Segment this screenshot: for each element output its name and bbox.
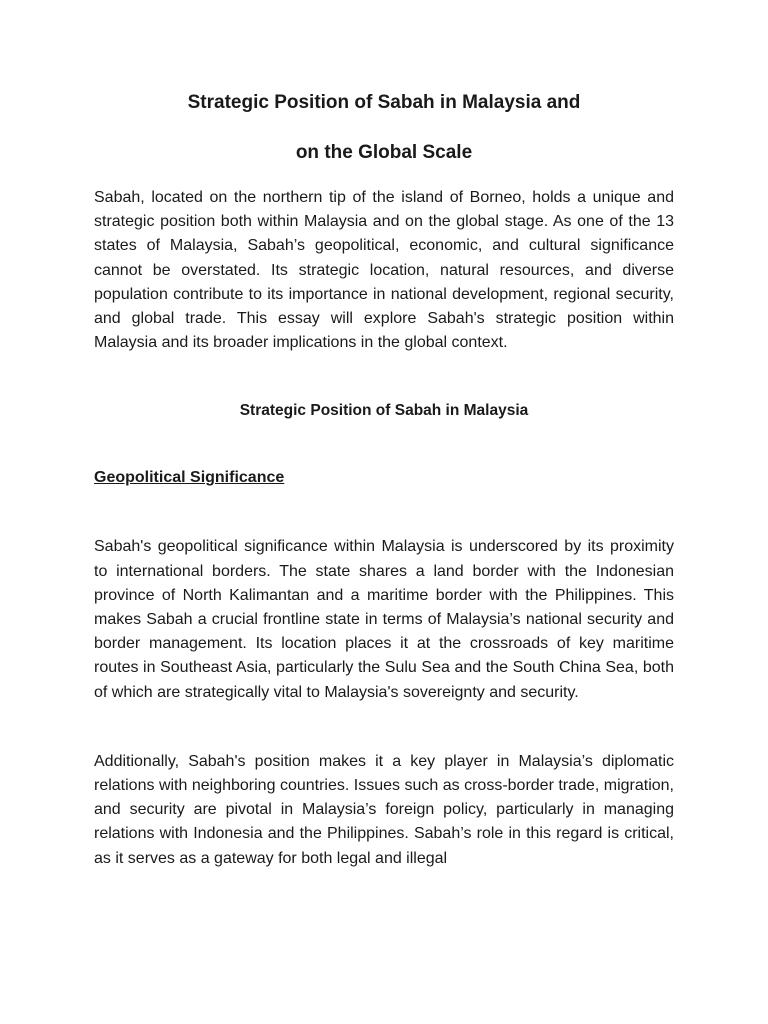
section-subheading: Strategic Position of Sabah in Malaysia [239,402,529,420]
document-page [94,0,674,871]
body-paragraph-2: Additionally, Sabah's position makes it a key player in Malaysia’s diplomatic relations with neighboring countries. Issues such as cross-border trade, migration, and security are pivotal in Malaysia’s foreign policy, particularly in managing relations with Indonesia and the Philippines. Sabah’s role in this regard is critical, as it serves as a gateway for both legal and illegal [94,752,674,867]
body-paragraph-1: Sabah's geopolitical significance within Malaysia is underscored by its proximity to international borders. The state shares a land border with the Indonesian province of North Kalimantan and a maritime border with the Philippines. This makes Sabah a crucial frontline state in terms of Malaysia’s national security and border management. Its location places it at the crossroads of key maritime routes in Southeast Asia, particularly the Sulu Sea and the South China Sea, both of which are strategically vital to Malaysia's sovereignty and security. [94,538,674,701]
document-title-line-1: Strategic Position of Sabah in Malaysia and [187,92,581,113]
geopolitical-heading: Geopolitical Significance [94,469,285,487]
intro-paragraph: Sabah, located on the northern tip of the island of Borneo, holds a unique and strategic position both within Malaysia and on the global stage. As one of the 13 states of Malaysia, Sabah’s geopolitical, economic, and cultural significance cannot be overstated. Its strategic location, natural resources, and diverse population contribute to its importance in national development, regional security, and global trade. This essay will explore Sabah's strategic position within Malaysia and its broader implications in the global context. [94,189,674,352]
document-title-line-2: on the Global Scale [295,142,473,163]
